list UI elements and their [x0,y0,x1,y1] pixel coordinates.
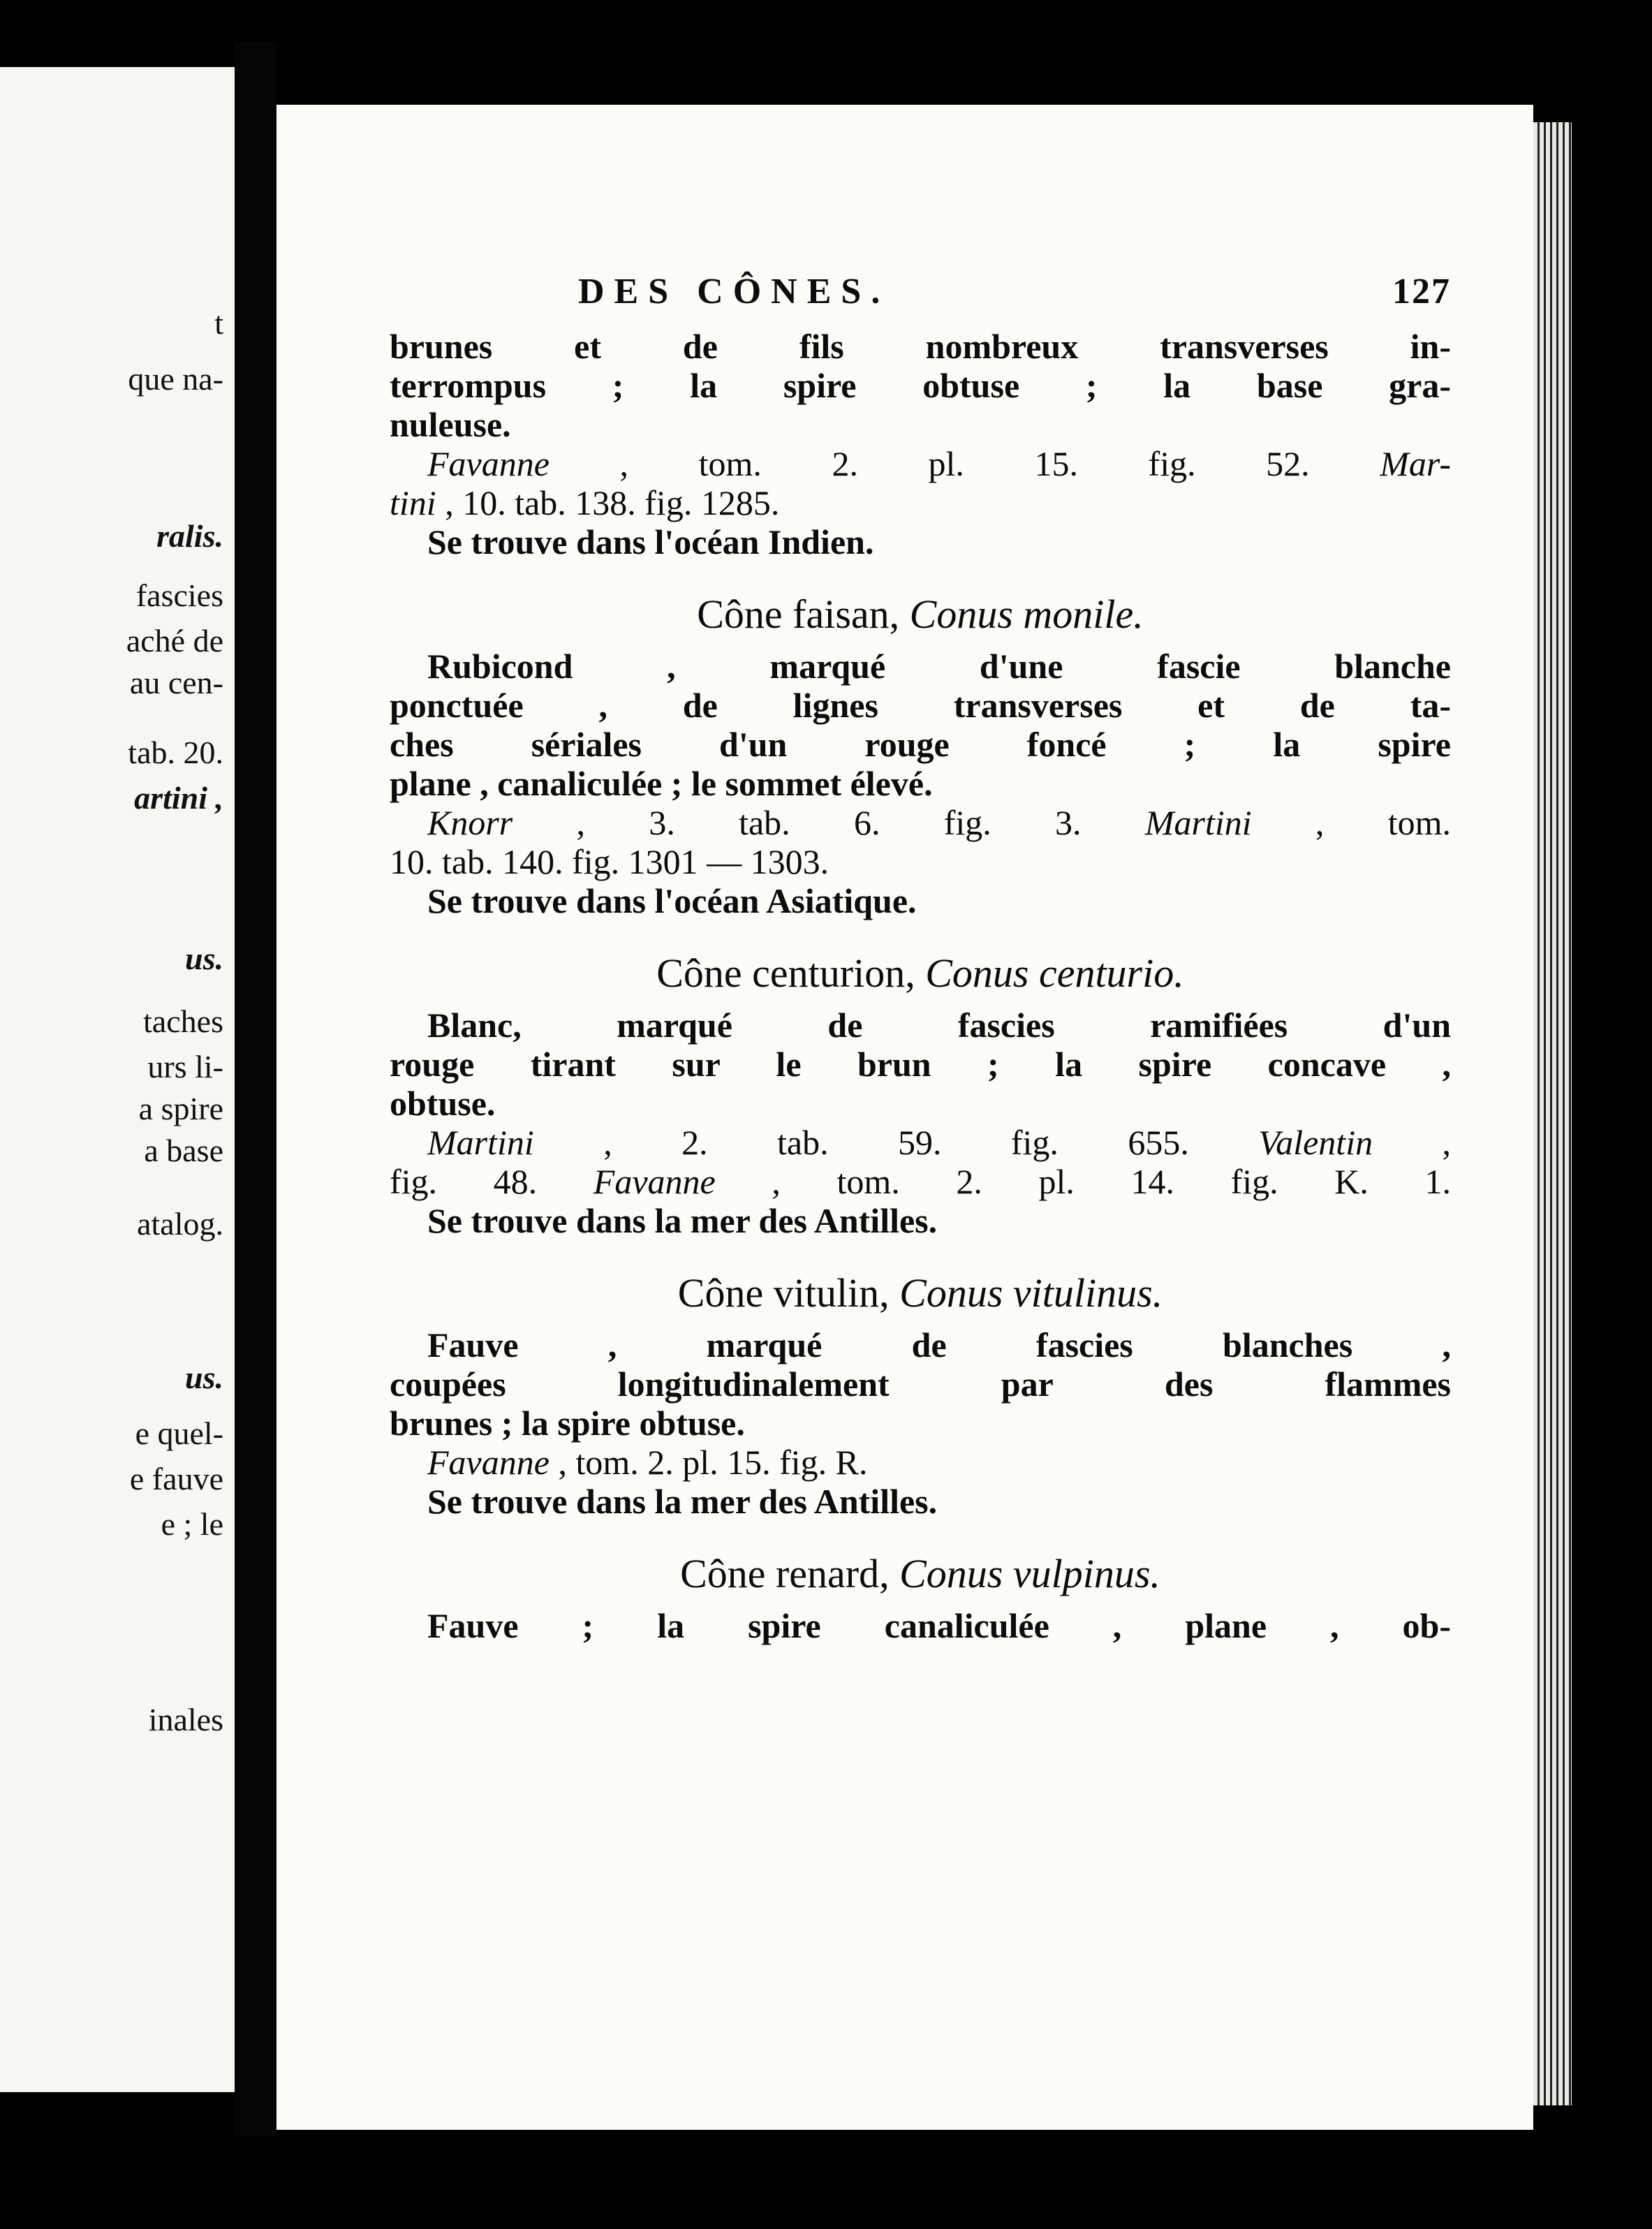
left-page-fragment: au cen- [129,665,223,700]
left-page-fragment: inales [148,1702,223,1737]
text-line: ponctuée , de lignes transverses et de ta- [390,686,1451,725]
left-page-fragment: ralis. [156,518,223,554]
reference-line [390,1123,1451,1162]
left-page-fragment: que na- [128,361,223,397]
ref-text: , tom. 2. pl. 14. fig. K. 1. [715,1162,1451,1201]
ref-author: Martini [427,1123,534,1162]
species-common-name: Cône faisan, [697,591,910,637]
habitat-line: Se trouve dans l'océan Indien. [427,522,874,561]
ref-author: Martini [1144,803,1252,842]
left-page-fragment: us. [185,941,223,976]
left-page-fragment: a base [144,1133,223,1168]
ref-text: , 2. tab. 59. fig. 655. [533,1123,1259,1162]
reference-line [390,444,1451,483]
habitat-line: Se trouve dans la mer des Antilles. [427,1482,938,1521]
text-line: terrompus ; la spire obtuse ; la base gra- [390,366,1451,405]
ref-text: fig. 48. [390,1162,593,1201]
species-latin-name: Conus centurio. [925,950,1184,996]
left-page-fragment: artini , [134,780,223,816]
left-page-fragment: taches [143,1003,223,1039]
reference-line [390,483,1451,522]
left-page-fragment: e quel- [135,1415,223,1451]
text-line: Blanc, marqué de fascies ramifiées d'un [427,1006,1451,1045]
species-heading [390,582,1451,647]
page-number: 127 [1392,272,1451,311]
page-text [390,271,1451,1645]
book-gutter [235,42,276,2137]
ref-author: Favanne [427,1443,550,1482]
left-page-fragment: e ; le [161,1506,223,1542]
ref-text: , tom. 2. pl. 15. fig. 52. [549,444,1380,483]
species-heading [390,1542,1451,1606]
running-title: DES CÔNES. [578,272,890,311]
species-heading [390,941,1451,1006]
text-line: Rubicond , marqué d'une fascie blanche [427,647,1451,686]
reference-line [390,842,1451,881]
text-line: brunes et de fils nombreux transverses in- [390,327,1451,366]
left-page-fragment: atalog. [137,1206,223,1242]
left-page-fragment: fascies [135,578,223,613]
species-latin-name: Conus vulpinus. [899,1551,1160,1596]
intro-continuation [390,327,1451,561]
text-line: brunes ; la spire obtuse. [390,1404,745,1443]
ref-text: , [1373,1123,1451,1162]
species-section [390,582,1451,920]
ref-author: Mar- [1380,444,1451,483]
ref-author: Favanne [427,444,550,483]
species-heading [390,1261,1451,1325]
text-line: obtuse. [390,1084,496,1123]
habitat-line: Se trouve dans l'océan Asiatique. [427,881,917,920]
text-line: ches sériales d'un rouge foncé ; la spire [390,725,1451,764]
ref-text: 10. tab. 140. fig. 1301 — 1303. [390,842,829,881]
left-page-fragment: e fauve [129,1461,223,1496]
species-latin-name: Conus monile. [909,591,1144,637]
reference-line [390,1162,1451,1201]
left-page-fragment: a spire [138,1091,223,1126]
species-section [390,1542,1451,1645]
ref-text: , 10. tab. 138. fig. 1285. [436,483,780,522]
habitat-line: Se trouve dans la mer des Antilles. [427,1201,938,1240]
ref-author: Valentin [1258,1123,1373,1162]
left-page-fragment: urs li- [147,1049,223,1084]
species-section [390,941,1451,1240]
running-header [390,271,1451,327]
ref-text: , 3. tab. 6. fig. 3. [512,803,1145,842]
species-section [390,1261,1451,1521]
ref-author: Favanne [593,1162,716,1201]
text-line: rouge tirant sur le brun ; la spire concave , [390,1045,1451,1084]
reference-line [390,1443,1451,1482]
ref-author: tini [390,483,436,522]
text-line: nuleuse. [390,405,511,444]
left-page-fragment: tab. 20. [128,735,223,770]
species-sections [390,582,1451,1645]
reference-line [390,803,1451,842]
species-common-name: Cône centurion, [656,950,926,996]
right-page [276,105,1533,2130]
left-facing-page [0,67,235,2092]
ref-text: , tom. 2. pl. 15. fig. R. [549,1443,868,1482]
page-block-edge [1533,122,1572,2105]
text-line: Fauve ; la spire canaliculée , plane , ob- [427,1606,1451,1645]
species-common-name: Cône renard, [680,1551,900,1596]
ref-author: Knorr [427,803,513,842]
left-page-fragment: us. [185,1360,223,1395]
left-page-fragment: aché de [126,623,223,659]
text-line: plane , canaliculée ; le sommet élevé. [390,764,933,803]
species-latin-name: Conus vitulinus. [899,1270,1163,1316]
text-line: Fauve , marqué de fascies blanches , [427,1325,1451,1364]
text-line: coupées longitudinalement par des flammes [390,1364,1451,1404]
species-common-name: Cône vitulin, [677,1270,900,1316]
left-page-fragment: t [214,305,223,341]
ref-text: , tom. [1251,803,1451,842]
